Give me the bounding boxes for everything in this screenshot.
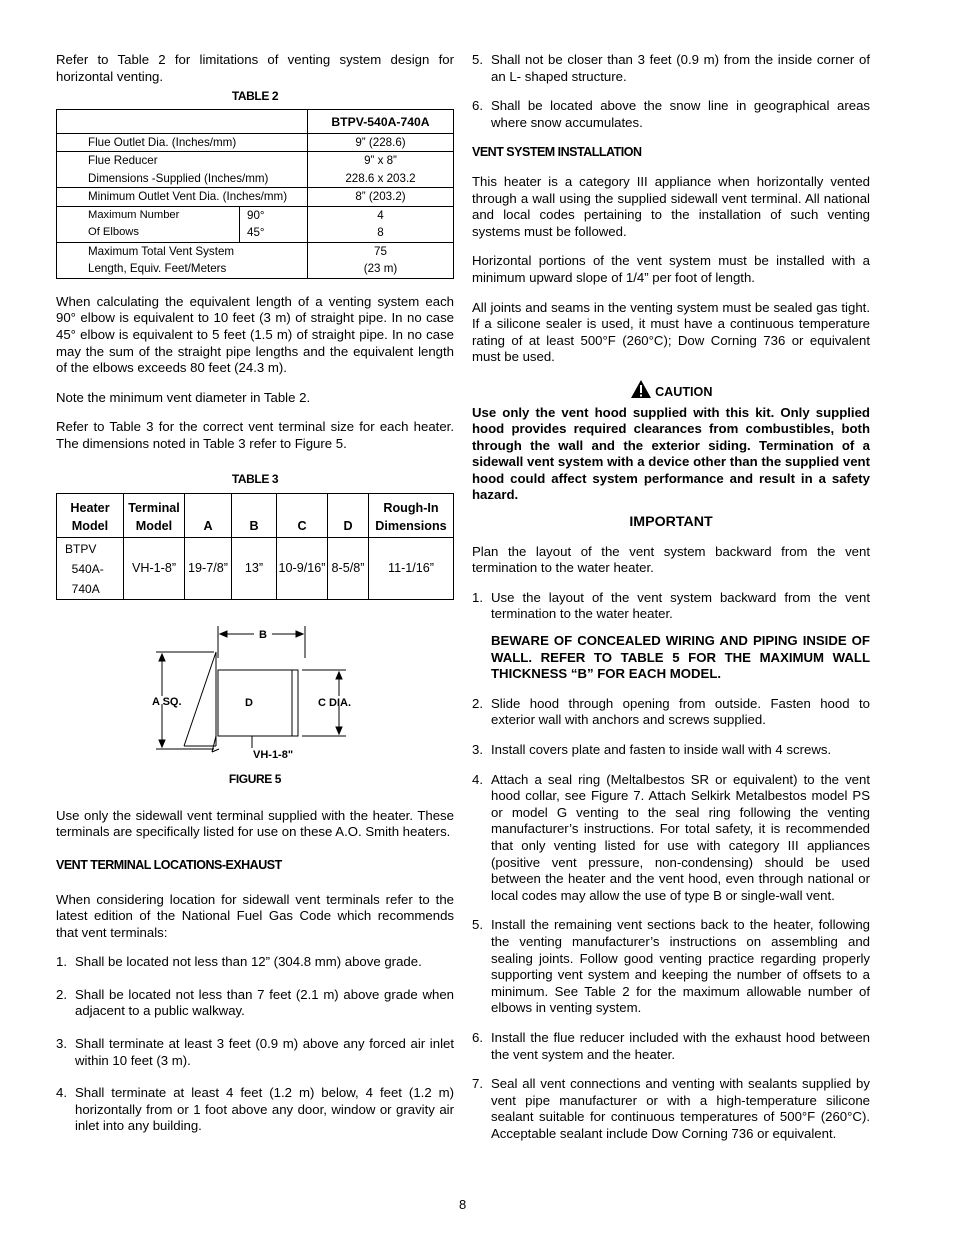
intro-paragraph: Refer to Table 2 for limitations of venting system design for horizontal venting. bbox=[56, 52, 454, 84]
t3-terminal-model: VH-1-8” bbox=[124, 538, 185, 600]
elbows-label1: Maximum Number bbox=[57, 206, 240, 224]
elbows-deg1: 90° bbox=[240, 206, 308, 224]
elbows-value1: 4 bbox=[308, 206, 454, 224]
max-total-label2: Length, Equiv. Feet/Meters bbox=[57, 260, 308, 278]
locations-heading: VENT TERMINAL LOCATIONS-EXHAUST bbox=[56, 857, 282, 872]
elbows-value2: 8 bbox=[308, 224, 454, 242]
figure5-caption: FIGURE 5 bbox=[228, 772, 282, 787]
table2-caption: TABLE 2 bbox=[231, 89, 279, 104]
t3-header-terminal: Terminal Model bbox=[124, 494, 185, 538]
list-item: 4. Attach a seal ring (Meltalbestos SR or equivalent) to the vent hood collar, see Figure 7. Attach Selkirk Metalbestos model PS or model G venting to the seal ring following the venting manufacturer’s instructions. For total safety, it is recommended that only venting listed for use with category III appliances (positive vent pressure, non-condensing) should be used between the heater and the vent hood, even through national or local codes may allow the use of type B or single-wall vent. bbox=[472, 771, 870, 903]
list-item: 6. Install the flue reducer included with the exhaust hood between the vent system and the heater. bbox=[472, 1029, 870, 1062]
figure5 bbox=[56, 618, 454, 758]
min-outlet-value: 8” (203.2) bbox=[308, 188, 454, 207]
list-item: 3. Shall terminate at least 3 feet (0.9 m) above any forced air inlet within 10 feet (3 m). bbox=[56, 1036, 454, 1068]
flue-reducer-label2: Dimensions -Supplied (Inches/mm) bbox=[57, 170, 308, 188]
caution-text: Use only the vent hood supplied with this kit. Only supplied hood provides required clearances from combustibles, both through the wall and the exterior siding. Termination of a sidewall vent system with a device other than the supplied vent hood could affect system performance and result in a safety hazard. bbox=[472, 404, 870, 503]
t3-value-rough: 11-1/16” bbox=[369, 538, 454, 600]
list-item: 2. Slide hood through opening from outside. Fasten hood to exterior wall with anchors and screws supplied. bbox=[472, 695, 870, 728]
list-item: 1. Use the layout of the vent system backward from the vent termination to the water heater. BEWARE OF CONCEALED WIRING AND PIPING INSIDE OF WALL. REFER TO TABLE 5 FOR THE MAXIMUM WALL THICKNESS “B” FOR EACH MODEL. bbox=[472, 589, 870, 682]
t3-header-heater: Heater Model bbox=[57, 494, 124, 538]
fig-label-c: C DIA. bbox=[318, 697, 351, 710]
min-outlet-label: Minimum Outlet Vent Dia. (Inches/mm) bbox=[57, 188, 308, 207]
elbows-deg2: 45° bbox=[240, 224, 308, 242]
right-column bbox=[472, 52, 870, 1155]
flue-reducer-value1: 9” x 8” bbox=[308, 152, 454, 170]
category-paragraph: This heater is a category III appliance when horizontally vented through a wall using the supplied sidewall vent terminal. All national and local codes pertaining to the installation of such venting systems must be followed. bbox=[472, 173, 870, 239]
list-item: 3. Install covers plate and fasten to inside wall with 4 screws. bbox=[472, 742, 832, 757]
warning-icon bbox=[630, 379, 652, 399]
t3-heater-model: BTPV 540A- 740A bbox=[57, 538, 124, 600]
t3-value-d: 8-5/8” bbox=[328, 538, 369, 600]
t3-value-b: 13” bbox=[232, 538, 277, 600]
equiv-paragraph: When calculating the equivalent length of a venting system each 90° elbow is equivalent to 10 feet (3 m) of straight pipe. In no case 45° elbow is equivalent to 5 feet (1.5 m) of straight pipe. In no case may the sum of the straight pipe lengths and the equivalent length of the elbows exceeds 80 feet (24.3 m). bbox=[56, 293, 454, 376]
list-item: 5. Install the remaining vent sections back to the heater, following the venting manufacturer’s instructions on assembling and sealing joints. Follow good venting practice regarding properly supporting vent system and keeping the number of offsets to a minimum. See Table 2 for the maximum allowable number of elbows in venting system. bbox=[472, 917, 870, 1016]
installation-steps bbox=[472, 590, 870, 1143]
caution-header bbox=[472, 379, 870, 401]
table3-ref-paragraph: Refer to Table 3 for the correct vent terminal size for each heater. The dimensions noted in Table 3 refer to Figure 5. bbox=[56, 419, 454, 451]
flue-reducer-label1: Flue Reducer bbox=[57, 152, 308, 170]
joints-paragraph: All joints and seams in the venting system must be sealed gas tight. If a silicone sealer is used, it must have a continuous temperature rating of at least 500°F (260°C); Dow Corning 736 or equivalent must be used. bbox=[472, 299, 870, 365]
important-heading: IMPORTANT bbox=[629, 514, 713, 531]
plan-paragraph: Plan the layout of the vent system backward from the vent termination to the water heater. bbox=[472, 543, 870, 576]
fig-label-model: VH-1-8" bbox=[253, 749, 294, 759]
max-total-label1: Maximum Total Vent System bbox=[57, 242, 308, 260]
horizontal-paragraph: Horizontal portions of the vent system must be installed with a minimum upward slope of 1/4” per foot of length. bbox=[472, 253, 870, 285]
list-item: 2. Shall be located not less than 7 feet (2.1 m) above grade when adjacent to a public walkway. bbox=[56, 986, 454, 1019]
note-paragraph: Note the minimum vent diameter in Table 2. bbox=[56, 389, 311, 405]
considering-paragraph: When considering location for sidewall vent terminals refer to the latest edition of the National Fuel Gas Code which recommends that vent terminals: bbox=[56, 891, 454, 940]
t3-value-c: 10-9/16” bbox=[277, 538, 328, 600]
t3-header-rough: Rough-In Dimensions bbox=[369, 494, 454, 538]
table3 bbox=[56, 493, 454, 600]
list-item: 1. Shall be located not less than 12” (304.8 mm) above grade. bbox=[56, 954, 422, 970]
list-item: 6. Shall be located above the snow line in geographical areas where snow accumulates. bbox=[472, 98, 870, 130]
location-list bbox=[56, 954, 454, 1135]
flue-outlet-label: Flue Outlet Dia. (Inches/mm) bbox=[57, 133, 308, 152]
install-heading: VENT SYSTEM INSTALLATION bbox=[472, 145, 642, 160]
caution-label: CAUTION bbox=[655, 384, 713, 399]
left-column bbox=[56, 52, 454, 1148]
t3-header-b: B bbox=[232, 494, 277, 538]
table3-caption: TABLE 3 bbox=[231, 471, 279, 486]
t3-value-a: 19-7/8” bbox=[185, 538, 232, 600]
max-total-value1: 75 bbox=[308, 242, 454, 260]
fig-label-a: A SQ. bbox=[152, 696, 182, 709]
t3-header-a: A bbox=[185, 494, 232, 538]
wiring-warning: BEWARE OF CONCEALED WIRING AND PIPING INSIDE OF WALL. REFER TO TABLE 5 FOR THE MAXIMUM WALL THICKNESS “B” FOR EACH MODEL. bbox=[491, 633, 870, 682]
location-list-continued bbox=[472, 52, 870, 131]
table2 bbox=[56, 109, 454, 279]
sidewall-paragraph: Use only the sidewall vent terminal supplied with the heater. These terminals are specifically listed for use on these A.O. Smith heaters. bbox=[56, 807, 454, 840]
vent-hood-diagram bbox=[56, 618, 454, 758]
flue-reducer-value2: 228.6 x 203.2 bbox=[308, 170, 454, 188]
list-item: 5. Shall not be closer than 3 feet (0.9 m) from the inside corner of an L- shaped structure. bbox=[472, 52, 870, 84]
fig-label-b: B bbox=[259, 629, 267, 642]
t3-header-c: C bbox=[277, 494, 328, 538]
table2-header: BTPV-540A-740A bbox=[308, 109, 454, 133]
page-number: 8 bbox=[459, 1197, 467, 1212]
list-item: 4. Shall terminate at least 4 feet (1.2 m) below, 4 feet (1.2 m) horizontally from or 1 foot above any door, window or gravity air inlet into any building. bbox=[56, 1085, 454, 1134]
t3-header-d: D bbox=[328, 494, 369, 538]
max-total-value2: (23 m) bbox=[308, 260, 454, 278]
elbows-label2: Of Elbows bbox=[57, 224, 240, 242]
fig-label-d: D bbox=[245, 697, 253, 710]
list-item: 7. Seal all vent connections and venting with sealants supplied by vent pipe manufacturer or with a high-temperature silicone sealant suitable for continuous temperatures of 500°F (260°C). Acceptable sealant include Dow Corning 736 or equivalent. bbox=[472, 1076, 870, 1141]
flue-outlet-value: 9” (228.6) bbox=[308, 133, 454, 152]
